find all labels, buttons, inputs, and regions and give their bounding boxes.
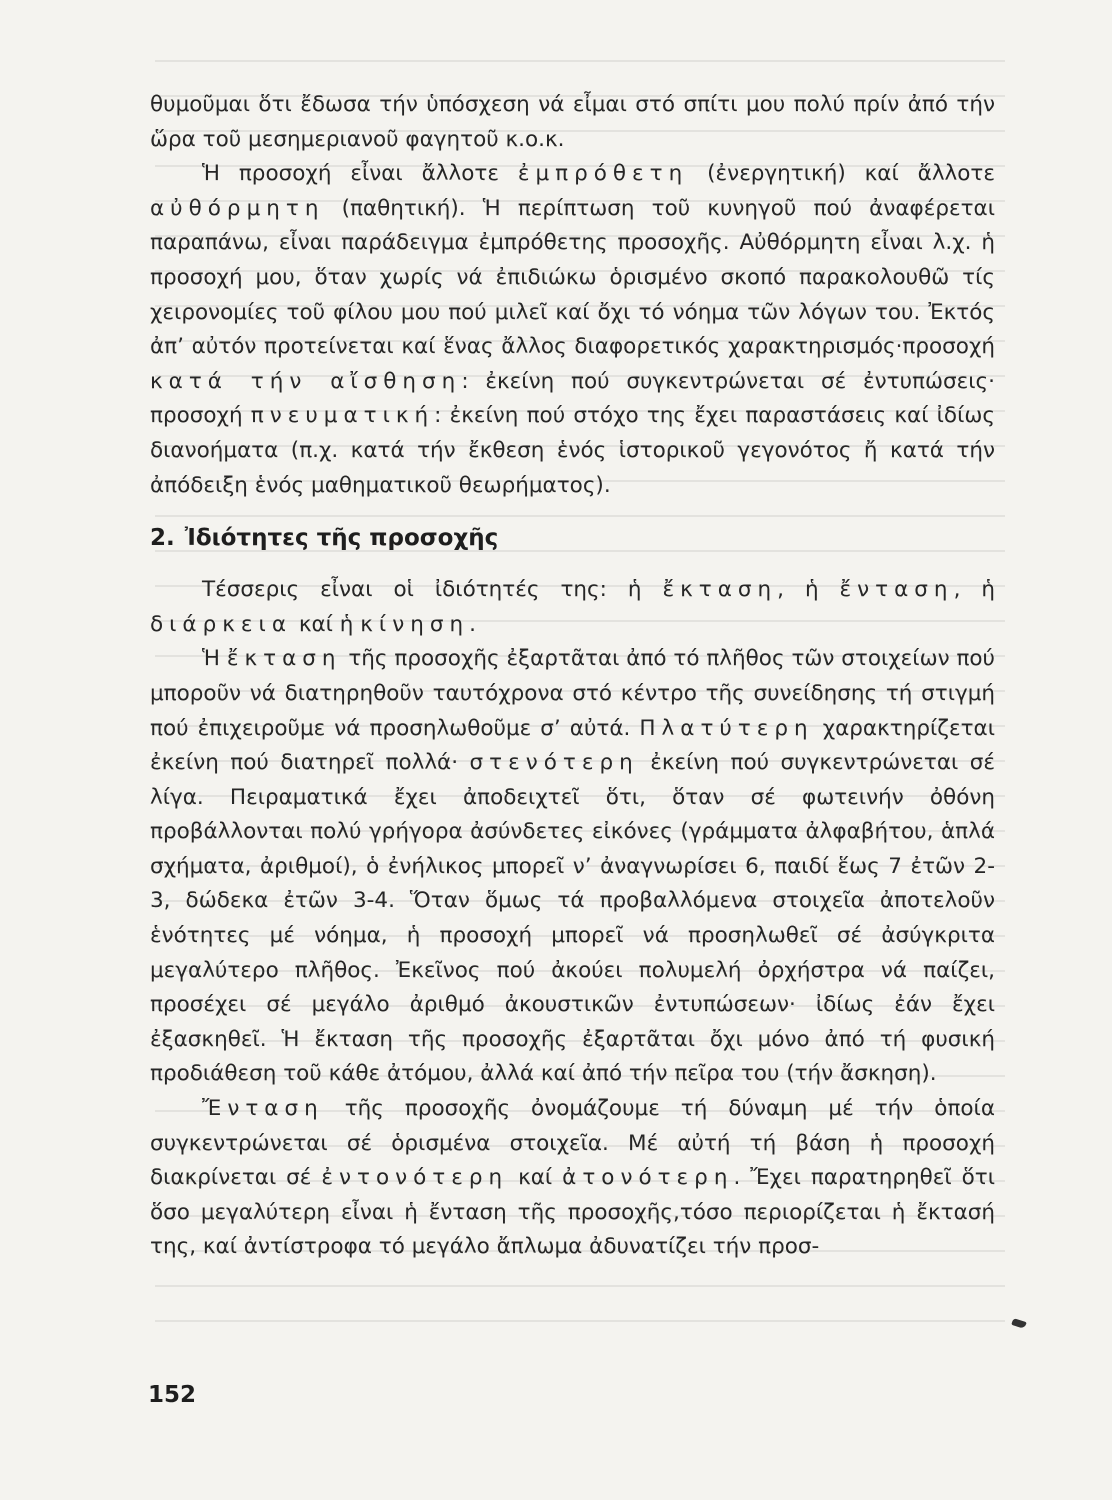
paragraph-2	[150, 157, 995, 503]
paragraph-2-text-c: (παθητική). Ἡ περίπτωση τοῦ κυνηγοῦ πού ἀναφέρεται παραπάνω, εἶναι παράδειγμα ἐμπρόθετης προσοχῆς. Αὐθόρμητη εἶναι λ.χ. ἡ προσοχή μου, ὅταν χωρίς νά ἐπιδιώκω ὁρισμένο σκοπό παρακολουθῶ τίς χειρονομίες τοῦ φίλου μου πού μιλεῖ καί ὄχι τό νόημα τῶν λόγων του. Ἐκτός ἀπ’ αὐτόν προτείνεται καί ἕνας ἄλλος διαφορετικός χαρακτηρισμός·προσοχή	[150, 195, 995, 360]
page-number: 152	[148, 1382, 197, 1408]
paragraph-5-text-c: . Ἔχει παρατηρηθεῖ ὅτι ὅσο μεγαλύτερη εἶναι ἡ ἔνταση τῆς προσοχῆς,τόσο περιορίζεται ἡ ἔκτασή της, καί ἀντίστροφα τό μεγάλο ἄπλωμα ἀδυνατίζει τήν προσ-	[150, 1165, 995, 1260]
paragraph-3-text-a: Τέσσερις εἶναι οἱ ἰδιότητές της: ἡ	[202, 577, 663, 603]
paragraph-2-text-a: Ἡ προσοχή εἶναι ἄλλοτε	[202, 161, 518, 187]
spaced-term-ektase: ἔκταση	[662, 577, 778, 603]
paragraph-4-text-d: ἐκείνη πού συγκεντρώνεται σέ λίγα. Πειραματικά ἔχει ἀποδειχτεῖ ὅτι, ὅταν σέ φωτεινήν ὀθόνη προβάλλονται πολύ γρήγορα ἀσύνδετες εἰκόνες (γράμματα ἀλφαβήτου, ἁπλά σχήματα, ἀριθμοί), ὁ ἐνήλικος μπορεῖ ν’ ἀναγνωρίσει 6, παιδί ἕως 7 ἐτῶν 2-3, δώδεκα ἐτῶν 3-4. Ὅταν ὅμως τά προβαλλόμενα στοιχεῖα ἀποτελοῦν ἑνότητες μέ νόημα, ἡ προσοχή μπορεῖ νά προσηλωθεῖ σέ ἀσύγκριτα μεγαλύτερο πλῆθος. Ἐκεῖνος πού ἀκούει πολυμελή ὀρχήστρα νά παίζει, προσέχει σέ μεγάλο ἀριθμό ἀκουστικῶν ἐντυπώσεων· ἰδίως ἐάν ἔχει ἐξασκηθεῖ. Ἡ ἔκταση τῆς προσοχῆς ἐξαρτᾶται ὄχι μόνο ἀπό τή φυσική προδιάθεση τοῦ κάθε ἀτόμου, ἀλλά καί ἀπό τήν πεῖρα του (τήν ἄσκηση).	[150, 750, 995, 1087]
spaced-term-authormete: αὐθόρμητη	[150, 195, 325, 221]
paragraph-1	[150, 88, 995, 157]
paragraph-2-text-b: (ἐνεργητική) καί ἄλλοτε	[688, 161, 995, 187]
paragraph-4-text-c: χαρακτηρίζεται ἐκείνη πού διατηρεῖ πολλά·	[150, 715, 995, 776]
paragraph-3-text-c: , ἡ	[953, 577, 995, 603]
paragraph-5-text-b: καί	[508, 1165, 563, 1191]
spaced-term-entase-2: Ἔνταση	[202, 1096, 324, 1122]
spaced-term-stenotere: στενότερη	[469, 750, 639, 776]
spaced-term-kinese: κίνηση	[360, 611, 470, 637]
paragraph-5-text-a: τῆς προσοχῆς ὀνομάζουμε τή δύναμη μέ τήν ὁποία συγκεντρώνεται σέ ὁρισμένα στοιχεῖα. Μέ αὐτή τή βάση ἡ προσοχή διακρίνεται σέ	[150, 1096, 995, 1191]
paragraph-3-text-d: καί ἡ	[292, 611, 361, 637]
paragraph-2-text-d: : ἐκείνη πού συγκεντρώνεται σέ ἐντυπώσεις· προσοχή	[150, 368, 995, 429]
paragraph-3-text-b: , ἡ	[777, 577, 840, 603]
spaced-term-diarkeia: διάρκεια	[150, 611, 292, 637]
spaced-term-platytere: Πλατύτερη	[639, 715, 814, 741]
paragraph-1-text: θυμοῦμαι ὅτι ἔδωσα τήν ὑπόσχεση νά εἶμαι στό σπίτι μου πολύ πρίν ἀπό τήν ὥρα τοῦ μεσημεριανοῦ φαγητοῦ κ.ο.κ.	[150, 92, 995, 152]
paragraph-4-text-b: τῆς προσοχῆς ἐξαρτᾶται ἀπό τό πλῆθος τῶν στοιχείων πού μποροῦν νά διατηρηθοῦν ταυτόχρονα στό κέντρο τῆς συνείδησης τή στιγμή πού ἐπιχειροῦμε νά προσηλωθοῦμε σ’ αὐτά.	[150, 646, 995, 741]
section-heading	[150, 521, 995, 555]
spaced-term-atonotere: ἀτονότερη	[562, 1165, 734, 1191]
section-title: Ἰδιότητες τῆς προσοχῆς	[184, 525, 499, 552]
body-text	[150, 88, 995, 1265]
paragraph-4-text-a: Ἡ	[202, 646, 227, 672]
paragraph-2-text-e: : ἐκείνη πού στόχο της ἔχει παραστάσεις καί ἰδίως διανοήματα (π.χ. κατά τήν ἔκθεση ἑνός ἱστορικοῦ γεγονότος ἤ κατά τήν ἀπόδειξη ἑνός μαθηματικοῦ θεωρήματος).	[150, 403, 995, 498]
ink-mark	[1011, 1318, 1026, 1329]
spaced-term-pneumatike: πνευματική	[250, 403, 435, 429]
paragraph-3	[150, 573, 995, 642]
spaced-term-entase: ἔνταση	[839, 577, 954, 603]
spaced-term-kata-ten-aisthese: κατά τήν αἴσθηση	[150, 368, 462, 394]
spaced-term-emprothete: ἐμπρόθετη	[517, 161, 689, 187]
spaced-term-entonotere: ἐντονότερη	[321, 1165, 509, 1191]
paragraph-4	[150, 642, 995, 1092]
paragraph-3-text-e: .	[469, 611, 476, 637]
spaced-term-ektase-2: ἔκταση	[226, 646, 342, 672]
section-number: 2.	[150, 525, 175, 552]
paragraph-5	[150, 1092, 995, 1265]
